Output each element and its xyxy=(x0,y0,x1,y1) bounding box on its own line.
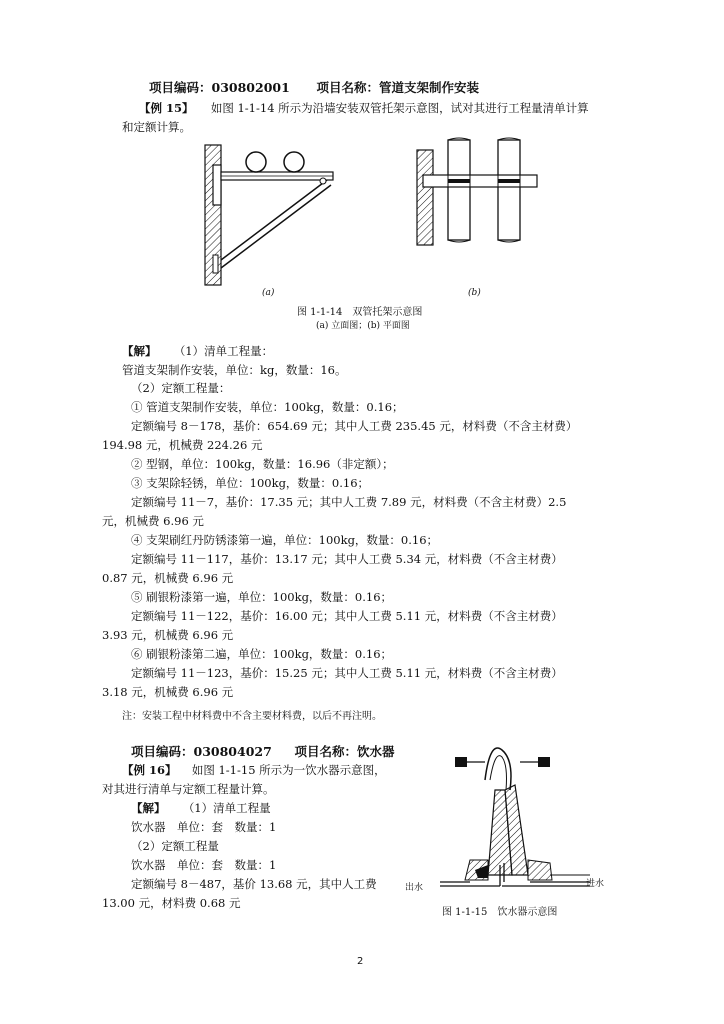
section1-name-label: 项目名称： xyxy=(316,80,380,95)
solution15-line15: 定额编号 11－122，基价：16.00 元；其中人工费 5.11 元，材料费（不含主材费） xyxy=(131,609,563,623)
solution15-line14: ⑤ 刷银粉漆第一遍，单位：100kg，数量：0.16； xyxy=(131,590,393,604)
figure-label-b: (b) xyxy=(468,288,481,298)
figure-1-1-15-caption: 图 1-1-15 饮水器示意图 xyxy=(442,907,558,918)
example16-intro-line1 xyxy=(122,762,386,778)
figure-1-1-14-subcaption: (a) 立面图；(b) 平面图 xyxy=(316,321,410,331)
solution16-line4: 饮水器 单位：套 数量：1 xyxy=(131,858,277,872)
solution15-line7: ② 型钢，单位：100kg，数量：16.96（非定额）； xyxy=(131,457,394,471)
example15-intro-line2: 和定额计算。 xyxy=(122,120,191,134)
solution15-line3: （2）定额工程量： xyxy=(131,381,231,395)
example15-intro-text: 如图 1-1-14 所示为沿墙安装双管托架示意图，试对其进行工程量清单计算 xyxy=(210,101,589,115)
solution15-line9: 定额编号 11－7，基价：17.35 元；其中人工费 7.89 元，材料费（不含主材费）2.5 xyxy=(131,495,567,509)
example16-intro-line2: 对其进行清单与定额工程量计算。 xyxy=(102,782,275,796)
solution15-line19: 3.18 元，机械费 6.96 元 xyxy=(102,685,234,699)
solution15-line6: 194.98 元，机械费 224.26 元 xyxy=(102,438,263,452)
section1-code: 030802001 xyxy=(211,80,290,95)
page-number: 2 xyxy=(357,956,364,967)
installation-note: 注：安装工程中材料费中不含主要材料费，以后不再注明。 xyxy=(122,711,382,722)
section2-name-label: 项目名称： xyxy=(294,744,358,759)
label-water-out: 出水 xyxy=(405,883,424,893)
solution15-tag: 【解】 xyxy=(122,344,157,358)
solution16-line3: （2）定额工程量 xyxy=(131,839,219,853)
example16-tag: 【例 16】 xyxy=(122,763,177,777)
solution16-tag: 【解】 xyxy=(131,801,166,815)
solution15-line11: ④ 支架刷红丹防锈漆第一遍，单位：100kg，数量：0.16； xyxy=(131,533,439,547)
figure-1-1-15-fountain xyxy=(440,745,600,895)
solution16-line2: 饮水器 单位：套 数量：1 xyxy=(131,820,277,834)
solution15-line5: 定额编号 8－178，基价：654.69 元；其中人工费 235.45 元，材料费（不含主材费） xyxy=(131,419,578,433)
solution15-line17: ⑥ 刷银粉漆第二遍，单位：100kg，数量：0.16； xyxy=(131,647,393,661)
label-water-in: 进水 xyxy=(586,879,605,889)
solution15-line18: 定额编号 11－123，基价：15.25 元；其中人工费 5.11 元，材料费（不含主材费） xyxy=(131,666,563,680)
solution15-line16: 3.93 元，机械费 6.96 元 xyxy=(102,628,234,642)
solution15-line13: 0.87 元，机械费 6.96 元 xyxy=(102,571,234,585)
figure-label-a: (a) xyxy=(262,288,275,298)
example15-intro-line1 xyxy=(139,100,589,116)
section2-header xyxy=(131,742,395,760)
section1-header xyxy=(149,78,479,96)
solution16-line6: 13.00 元，材料费 0.68 元 xyxy=(102,896,241,910)
figure-1-1-14a xyxy=(195,140,345,300)
example16-intro-text: 如图 1-1-15 所示为一饮水器示意图， xyxy=(191,763,386,777)
figure-1-1-14-caption: 图 1-1-14 双管托架示意图 xyxy=(297,307,423,318)
solution15-line12: 定额编号 11－117，基价：13.17 元；其中人工费 5.34 元，材料费（不含主材费） xyxy=(131,552,563,566)
section1-name: 管道支架制作安装 xyxy=(379,80,480,95)
solution16-line5: 定额编号 8－487，基价 13.68 元，其中人工费 xyxy=(131,877,377,891)
solution15-line1 xyxy=(122,343,273,359)
section2-code: 030804027 xyxy=(193,744,272,759)
solution16-text1: （1）清单工程量 xyxy=(182,801,271,815)
solution15-line4: ① 管道支架制作安装，单位：100kg，数量：0.16； xyxy=(131,400,404,414)
section2-code-label: 项目编码： xyxy=(131,744,194,759)
solution16-line1 xyxy=(131,800,271,816)
solution15-line10: 元，机械费 6.96 元 xyxy=(102,514,204,528)
section1-code-label: 项目编码： xyxy=(149,80,212,95)
section2-name: 饮水器 xyxy=(357,744,395,759)
solution15-text1: （1）清单工程量： xyxy=(173,344,274,358)
figure-1-1-14b xyxy=(415,140,545,300)
solution15-line8: ③ 支架除轻锈，单位：100kg，数量：0.16； xyxy=(131,476,370,490)
example15-tag: 【例 15】 xyxy=(139,101,194,115)
solution15-line2: 管道支架制作安装，单位：kg，数量：16。 xyxy=(122,363,347,377)
